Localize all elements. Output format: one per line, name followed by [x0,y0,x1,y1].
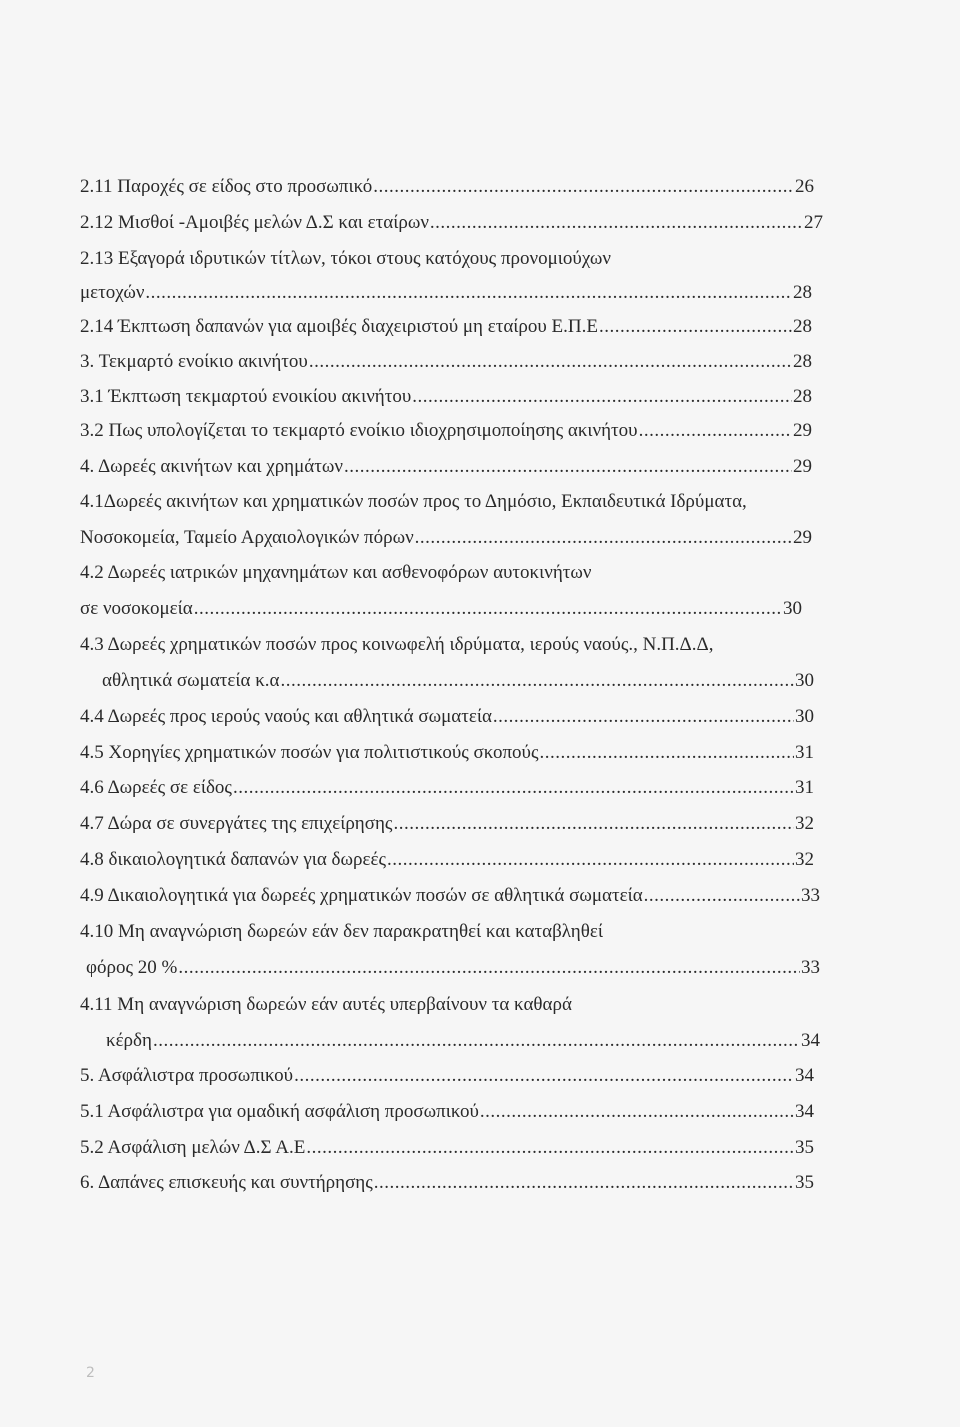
toc-entry-label: 6. Δαπάνες επισκευής και συντήρησης [80,1172,373,1193]
leader-dots [393,813,794,835]
leader-dots [294,1065,794,1087]
toc-entry [80,483,820,513]
leader-dots [644,885,800,907]
leader-dots [178,957,800,979]
leader-dots [430,212,803,234]
toc-entry-label: 4.1Δωρεές ακινήτων και χρηματικών ποσών προς το Δημόσιο, Εκπαιδευτικά Ιδρύματα, [80,491,747,512]
toc-entry-page: 27 [804,212,823,233]
leader-dots [374,1172,794,1194]
toc-entry [80,626,820,656]
toc-entry-page: 30 [795,706,814,727]
toc-entry-label: 4.6 Δωρεές σε είδος [80,777,232,798]
toc-entry [80,274,812,304]
toc-entry-page: 29 [793,456,812,477]
toc-entry [80,240,820,270]
toc-entry-label: 5.1 Ασφάλιστρα για ομαδική ασφάλιση προσωπικού [80,1101,479,1122]
toc-entry [80,769,814,799]
toc-entry [80,1164,814,1194]
toc-entry-page: 28 [793,386,812,407]
toc-entry-page: 31 [795,742,814,763]
toc-entry [102,662,814,692]
leader-dots [145,282,792,304]
toc-entry-page: 28 [793,316,812,337]
toc-entry-label: μετοχών [80,282,145,303]
toc-entry-page: 31 [795,777,814,798]
toc-entry-label: αθλητικά σωματεία κ.α [102,670,280,691]
toc-entry-label: 3.2 Πως υπολογίζεται το τεκμαρτό ενοίκιο ιδιοχρησιμοποίησης ακινήτου [80,420,638,441]
leader-dots [387,849,794,871]
toc-entry [80,986,820,1016]
toc-entry-label: 4.9 Δικαιολογητικά για δωρεές χρηματικών ποσών σε αθλητικά σωματεία [80,885,643,906]
toc-entry [80,1129,814,1159]
toc-entry-label: 4.10 Μη αναγνώριση δωρεών εάν δεν παρακρατηθεί και καταβληθεί [80,921,603,942]
toc-entry-label: 5.2 Ασφάλιση μελών Δ.Σ Α.Ε [80,1137,306,1158]
toc-entry-page: 34 [801,1030,820,1051]
leader-dots [415,527,792,549]
leader-dots [639,420,792,442]
toc-entry [80,913,820,943]
toc-entry-label: 4. Δωρεές ακινήτων και χρημάτων [80,456,343,477]
toc-entry-label: 4.5 Χορηγίες χρηματικών ποσών για πολιτιστικούς σκοπούς [80,742,539,763]
toc-entry-page: 33 [801,885,820,906]
leader-dots [233,777,794,799]
leader-dots [306,1137,794,1159]
leader-dots [599,316,792,338]
toc-entry-page: 30 [795,670,814,691]
toc-entry [80,734,814,764]
toc-entry-label: 4.11 Μη αναγνώριση δωρεών εάν αυτές υπερβαίνουν τα καθαρά [80,994,572,1015]
toc-entry [80,204,823,234]
toc-entry [80,590,802,620]
toc-entry-label: 3.1 Έκπτωση τεκμαρτού ενοικίου ακινήτου [80,386,412,407]
toc-entry [80,877,820,907]
toc-entry [86,949,820,979]
leader-dots [153,1030,800,1052]
toc-entry-label: 2.14 Έκπτωση δαπανών για αμοιβές διαχειριστού μη εταίρου Ε.Π.Ε [80,316,598,337]
toc-entry-label: 2.12 Μισθοί -Αμοιβές μελών Δ.Σ και εταίρων [80,212,429,233]
toc-entry-label: 4.4 Δωρεές προς ιερούς ναούς και αθλητικά σωματεία [80,706,492,727]
toc-entry-page: 35 [795,1172,814,1193]
leader-dots [539,742,794,764]
toc-entry-label: 4.7 Δώρα σε συνεργάτες της επιχείρησης [80,813,393,834]
leader-dots [194,598,782,620]
toc-entry [80,343,812,373]
toc-entry [80,448,812,478]
toc-entry [80,698,814,728]
leader-dots [309,351,792,373]
toc-entry [80,519,812,549]
leader-dots [281,670,795,692]
toc-entry-page: 28 [793,282,812,303]
toc-entry-page: 34 [795,1065,814,1086]
toc-entry-page: 33 [801,957,820,978]
toc-entry-page: 35 [795,1137,814,1158]
leader-dots [344,456,792,478]
leader-dots [480,1101,794,1123]
toc-entry-label: 3. Τεκμαρτό ενοίκιο ακινήτου [80,351,308,372]
toc-entry-page: 29 [793,527,812,548]
toc-entry [106,1022,820,1052]
page-number: 2 [86,1365,95,1381]
toc-entry [80,805,814,835]
toc-entry-label: 4.3 Δωρεές χρηματικών ποσών προς κοινωφελή ιδρύματα, ιερούς ναούς., Ν.Π.Δ.Δ, [80,634,714,655]
toc-entry-label: 4.8 δικαιολογητικά δαπανών για δωρεές [80,849,386,870]
toc-entry [80,168,814,198]
toc-entry-page: 34 [795,1101,814,1122]
toc-entry [80,841,814,871]
toc-entry [80,308,812,338]
toc-entry [80,1057,814,1087]
toc-entry-page: 28 [793,351,812,372]
leader-dots [373,176,794,198]
toc-entry-label: 2.13 Εξαγορά ιδρυτικών τίτλων, τόκοι στους κατόχους προνομιούχων [80,248,611,269]
toc-entry-page: 30 [783,598,802,619]
toc-entry [80,554,820,584]
toc-entry-label: 5. Ασφάλιστρα προσωπικού [80,1065,294,1086]
toc-entry-page: 32 [795,813,814,834]
toc-entry-page: 29 [793,420,812,441]
toc-entry [80,1093,814,1123]
leader-dots [493,706,794,728]
toc-entry-label: σε νοσοκομεία [80,598,193,619]
toc-entry [80,378,812,408]
leader-dots [412,386,792,408]
toc-entry-page: 26 [795,176,814,197]
toc-entry-label: κέρδη [106,1030,152,1051]
toc-entry-label: φόρος 20 % [86,957,178,978]
toc-entry-label: Νοσοκομεία, Ταμείο Αρχαιολογικών πόρων [80,527,414,548]
toc-entry [80,412,812,442]
toc-entry-page: 32 [795,849,814,870]
toc-entry-label: 2.11 Παροχές σε είδος στο προσωπικό [80,176,373,197]
toc-entry-label: 4.2 Δωρεές ιατρικών μηχανημάτων και ασθενοφόρων αυτοκινήτων [80,562,592,583]
